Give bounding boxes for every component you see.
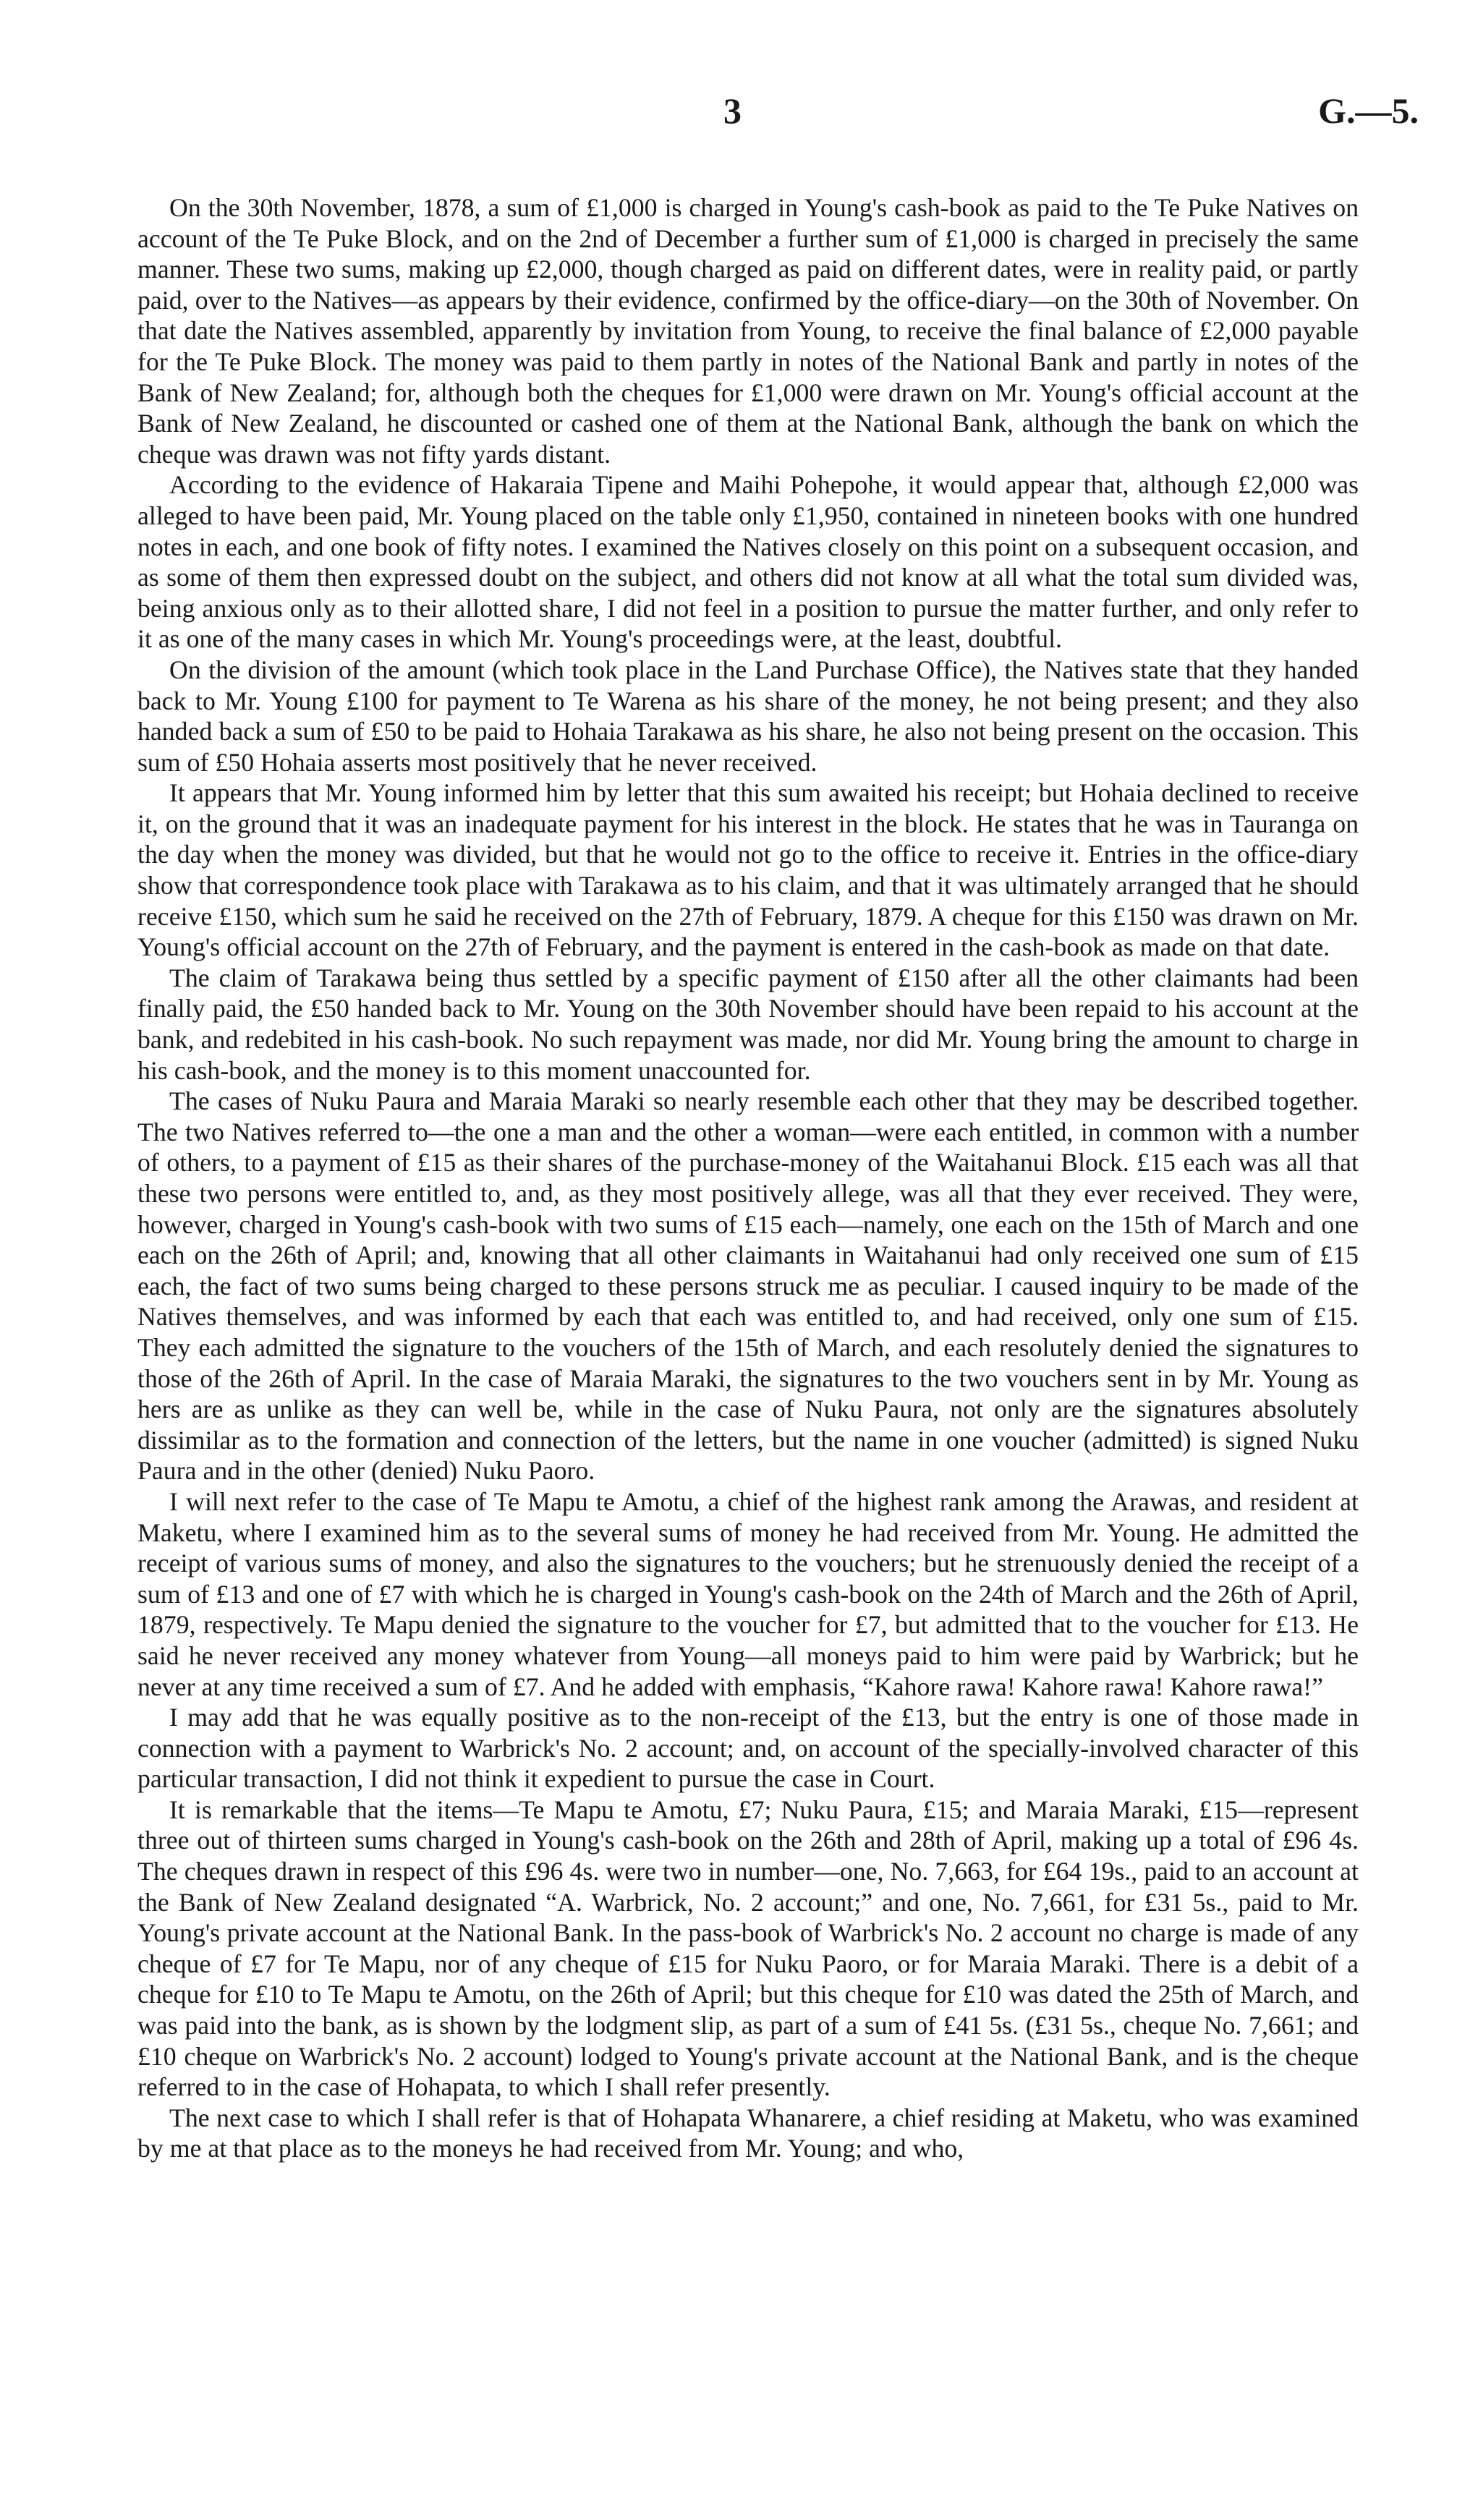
document-reference: G.—5. bbox=[1318, 90, 1419, 131]
body-text bbox=[137, 192, 1359, 2164]
paragraph: On the division of the amount (which took place in the Land Purchase Office), the Natives state that they handed back to Mr. Young £100 for payment to Te Warena as his share of the money, he not being present; and they also handed back a sum of £50 to be paid to Hohaia Tarakawa as his share, he also not being present on the occasion. This sum of £50 Hohaia asserts most positively that he never received. bbox=[137, 655, 1359, 777]
paragraph: On the 30th November, 1878, a sum of £1,000 is charged in Young's cash-book as paid to the Te Puke Natives on account of the Te Puke Block, and on the 2nd of December a further sum of £1,000 is charged in precisely the same manner. These two sums, making up £2,000, though charged as paid on different dates, were in reality paid, or partly paid, over to the Natives—as appears by their evidence, confirmed by the office-diary—on the 30th of November. On that date the Natives assembled, apparently by invitation from Young, to receive the final balance of £2,000 payable for the Te Puke Block. The money was paid to them partly in notes of the National Bank and partly in notes of the Bank of New Zealand; for, although both the cheques for £1,000 were drawn on Mr. Young's official account at the Bank of New Zealand, he discounted or cashed one of them at the National Bank, although the bank on which the cheque was drawn was not fifty yards distant. bbox=[137, 193, 1359, 469]
paragraph: According to the evidence of Hakaraia Tipene and Maihi Pohepohe, it would appear that, although £2,000 was alleged to have been paid, Mr. Young placed on the table only £1,950, contained in nineteen books with one hundred notes in each, and one book of fifty notes. I examined the Natives closely on this point on a subsequent occasion, and as some of them then expressed doubt on the subject, and others did not know at all what the total sum divided was, being anxious only as to their allotted share, I did not feel in a position to pursue the matter further, and only refer to it as one of the many cases in which Mr. Young's proceedings were, at the least, doubtful. bbox=[137, 470, 1359, 654]
paragraph: The claim of Tarakawa being thus settled by a specific payment of £150 after all the other claimants had been finally paid, the £50 handed back to Mr. Young on the 30th November should have been repaid to his account at the bank, and redebited in his cash-book. No such repayment was made, nor did Mr. Young bring the amount to charge in his cash-book, and the money is to this moment unaccounted for. bbox=[137, 963, 1359, 1085]
paragraph: The cases of Nuku Paura and Maraia Maraki so nearly resemble each other that they may be described together. The two Natives referred to—the one a man and the other a woman—were each entitled, in common with a number of others, to a payment of £15 as their shares of the purchase-money of the Waitahanui Block. £15 each was all that these two persons were entitled to, and, as they most positively allege, was all that they ever received. They were, however, charged in Young's cash-book with two sums of £15 each—namely, one each on the 15th of March and one each on the 26th of April; and, knowing that all other claimants in Waitahanui had only received one sum of £15 each, the fact of two sums being charged to these persons struck me as peculiar. I caused inquiry to be made of the Natives themselves, and was informed by each that each was entitled to, and had received, only one sum of £15. They each admitted the signature to the vouchers of the 15th of March, and each resolutely denied the signatures to those of the 26th of April. In the case of Maraia Maraki, the signatures to the two vouchers sent in by Mr. Young as hers are as unlike as they can well be, while in the case of Nuku Paura, not only are the signatures absolutely dissimilar as to the formation and connection of the letters, but the name in one voucher (admitted) is signed Nuku Paura and in the other (denied) Nuku Paoro. bbox=[137, 1086, 1359, 1486]
paragraph: It is remarkable that the items—Te Mapu te Amotu, £7; Nuku Paura, £15; and Maraia Maraki, £15—represent three out of thirteen sums charged in Young's cash-book on the 26th and 28th of April, making up a total of £96 4s. The cheques drawn in respect of this £96 4s. were two in number—one, No. 7,663, for £64 19s., paid to an account at the Bank of New Zealand designated “A. Warbrick, No. 2 account;” and one, No. 7,661, for £31 5s., paid to Mr. Young's private account at the National Bank. In the pass-book of Warbrick's No. 2 account no charge is made of any cheque of £7 for Te Mapu, nor of any cheque of £15 for Nuku Paoro, or for Maraia Maraki. There is a debit of a cheque for £10 to Te Mapu te Amotu, on the 26th of April; but this cheque for £10 was dated the 25th of March, and was paid into the bank, as is shown by the lodgment slip, as part of a sum of £41 5s. (£31 5s., cheque No. 7,661; and £10 cheque on Warbrick's No. 2 account) lodged to Young's private account at the National Bank, and is the cheque referred to in the case of Hohapata, to which I shall refer presently. bbox=[137, 1795, 1359, 2102]
paragraph: I will next refer to the case of Te Mapu te Amotu, a chief of the highest rank among the Arawas, and resident at Maketu, where I examined him as to the several sums of money he had received from Mr. Young. He admitted the receipt of various sums of money, and also the signatures to the vouchers; but he strenuously denied the receipt of a sum of £13 and one of £7 with which he is charged in Young's cash-book on the 24th of March and the 26th of April, 1879, respectively. Te Mapu denied the signature to the voucher for £7, but admitted that to the voucher for £13. He said he never received any money whatever from Young—all moneys paid to him were paid by Warbrick; but he never at any time received a sum of £7. And he added with emphasis, “Kahore rawa! Kahore rawa! Kahore rawa!” bbox=[137, 1486, 1359, 1701]
page-number: 3 bbox=[723, 90, 742, 131]
paragraph: I may add that he was equally positive as to the non-receipt of the £13, but the entry is one of those made in connection with a payment to Warbrick's No. 2 account; and, on account of the specially-involved character of this particular transaction, I did not think it expedient to pursue the case in Court. bbox=[137, 1703, 1359, 1794]
paragraph: It appears that Mr. Young informed him by letter that this sum awaited his receipt; but Hohaia declined to receive it, on the ground that it was an inadequate payment for his interest in the block. He states that he was in Tauranga on the day when the money was divided, but that he would not go to the office to receive it. Entries in the office-diary show that correspondence took place with Tarakawa as to his claim, and that it was ultimately arranged that he should receive £150, which sum he said he received on the 27th of February, 1879. A cheque for this £150 was drawn on Mr. Young's official account on the 27th of February, and the payment is entered in the cash-book as made on that date. bbox=[137, 778, 1359, 962]
paragraph: The next case to which I shall refer is that of Hohapata Whanarere, a chief residing at Maketu, who was examined by me at that place as to the moneys he had received from Mr. Young; and who, bbox=[137, 2103, 1359, 2163]
